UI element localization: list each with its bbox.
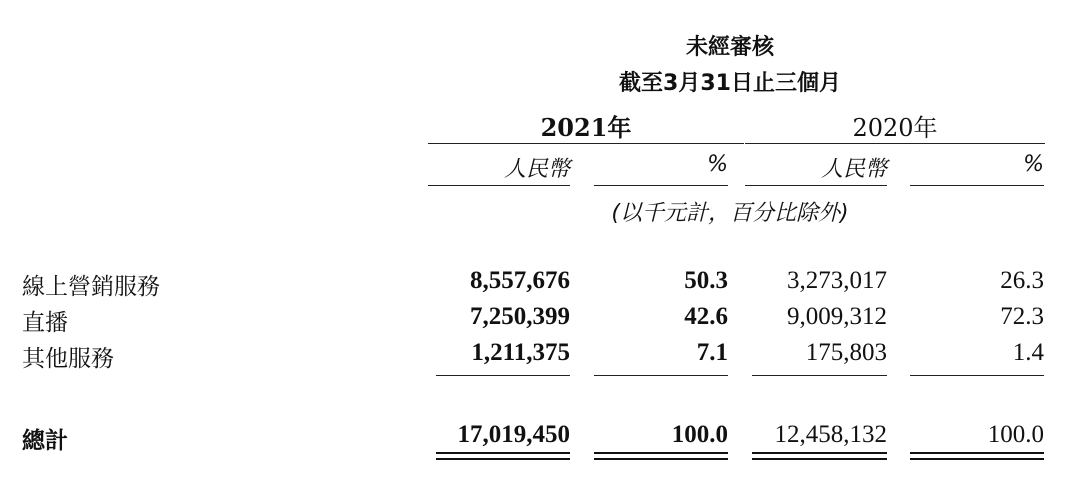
rule-currency-2020: [745, 185, 887, 186]
percent-heading-2021: %: [707, 152, 728, 177]
double-rule-top-percent-2020: [910, 452, 1044, 454]
year-2020-heading: 2020年: [852, 114, 938, 142]
row1-percent-2021: 50.3: [684, 267, 728, 294]
currency-heading-2020: 人民幣: [820, 157, 887, 182]
rule-percent-2021: [594, 185, 728, 186]
row2-percent-2020: 72.3: [1000, 303, 1044, 330]
row2-value-2021: 7,250,399: [470, 303, 570, 330]
rule-subtotal-value-2020: [752, 375, 887, 376]
rule-currency-2021: [428, 185, 570, 186]
row3-percent-2021: 7.1: [696, 339, 728, 366]
year-2021-heading: 2021年: [540, 113, 632, 142]
double-rule-bottom-percent-2021: [594, 458, 728, 460]
rule-subtotal-percent-2020: [910, 375, 1044, 376]
rule-2021-header: [428, 143, 744, 144]
double-rule-top-percent-2021: [594, 452, 728, 454]
row2-percent-2021: 42.6: [684, 303, 728, 330]
currency-heading-2021: 人民幣: [503, 157, 570, 182]
rule-2020-header: [745, 143, 1045, 144]
total-value-2021: 17,019,450: [457, 421, 570, 448]
row-label-online-marketing: 線上營銷服務: [22, 274, 160, 300]
total-label: 總計: [22, 428, 68, 454]
row3-value-2020: 175,803: [805, 339, 887, 366]
rule-subtotal-percent-2021: [594, 375, 728, 376]
double-rule-bottom-percent-2020: [910, 458, 1044, 460]
row-label-live-streaming: 直播: [22, 310, 68, 336]
double-rule-top-value-2020: [752, 452, 887, 454]
row1-value-2020: 3,273,017: [787, 267, 887, 294]
row3-value-2021: 1,211,375: [471, 339, 570, 366]
header-unaudited: 未經審核: [685, 35, 774, 60]
rule-percent-2020: [910, 185, 1044, 186]
total-percent-2020: 100.0: [987, 421, 1044, 448]
total-percent-2021: 100.0: [671, 421, 728, 448]
header-period: 截至3月31日止三個月: [619, 71, 841, 96]
unit-note: (以千元計，百分比除外): [611, 201, 849, 226]
double-rule-bottom-value-2020: [752, 458, 887, 460]
percent-heading-2020: %: [1023, 152, 1044, 177]
row1-percent-2020: 26.3: [1000, 267, 1044, 294]
total-value-2020: 12,458,132: [774, 421, 887, 448]
double-rule-top-value-2021: [436, 452, 570, 454]
double-rule-bottom-value-2021: [436, 458, 570, 460]
rule-subtotal-value-2021: [436, 375, 570, 376]
row-label-other-services: 其他服務: [22, 346, 114, 372]
row3-percent-2020: 1.4: [1012, 339, 1044, 366]
row1-value-2021: 8,557,676: [470, 267, 570, 294]
row2-value-2020: 9,009,312: [787, 303, 887, 330]
